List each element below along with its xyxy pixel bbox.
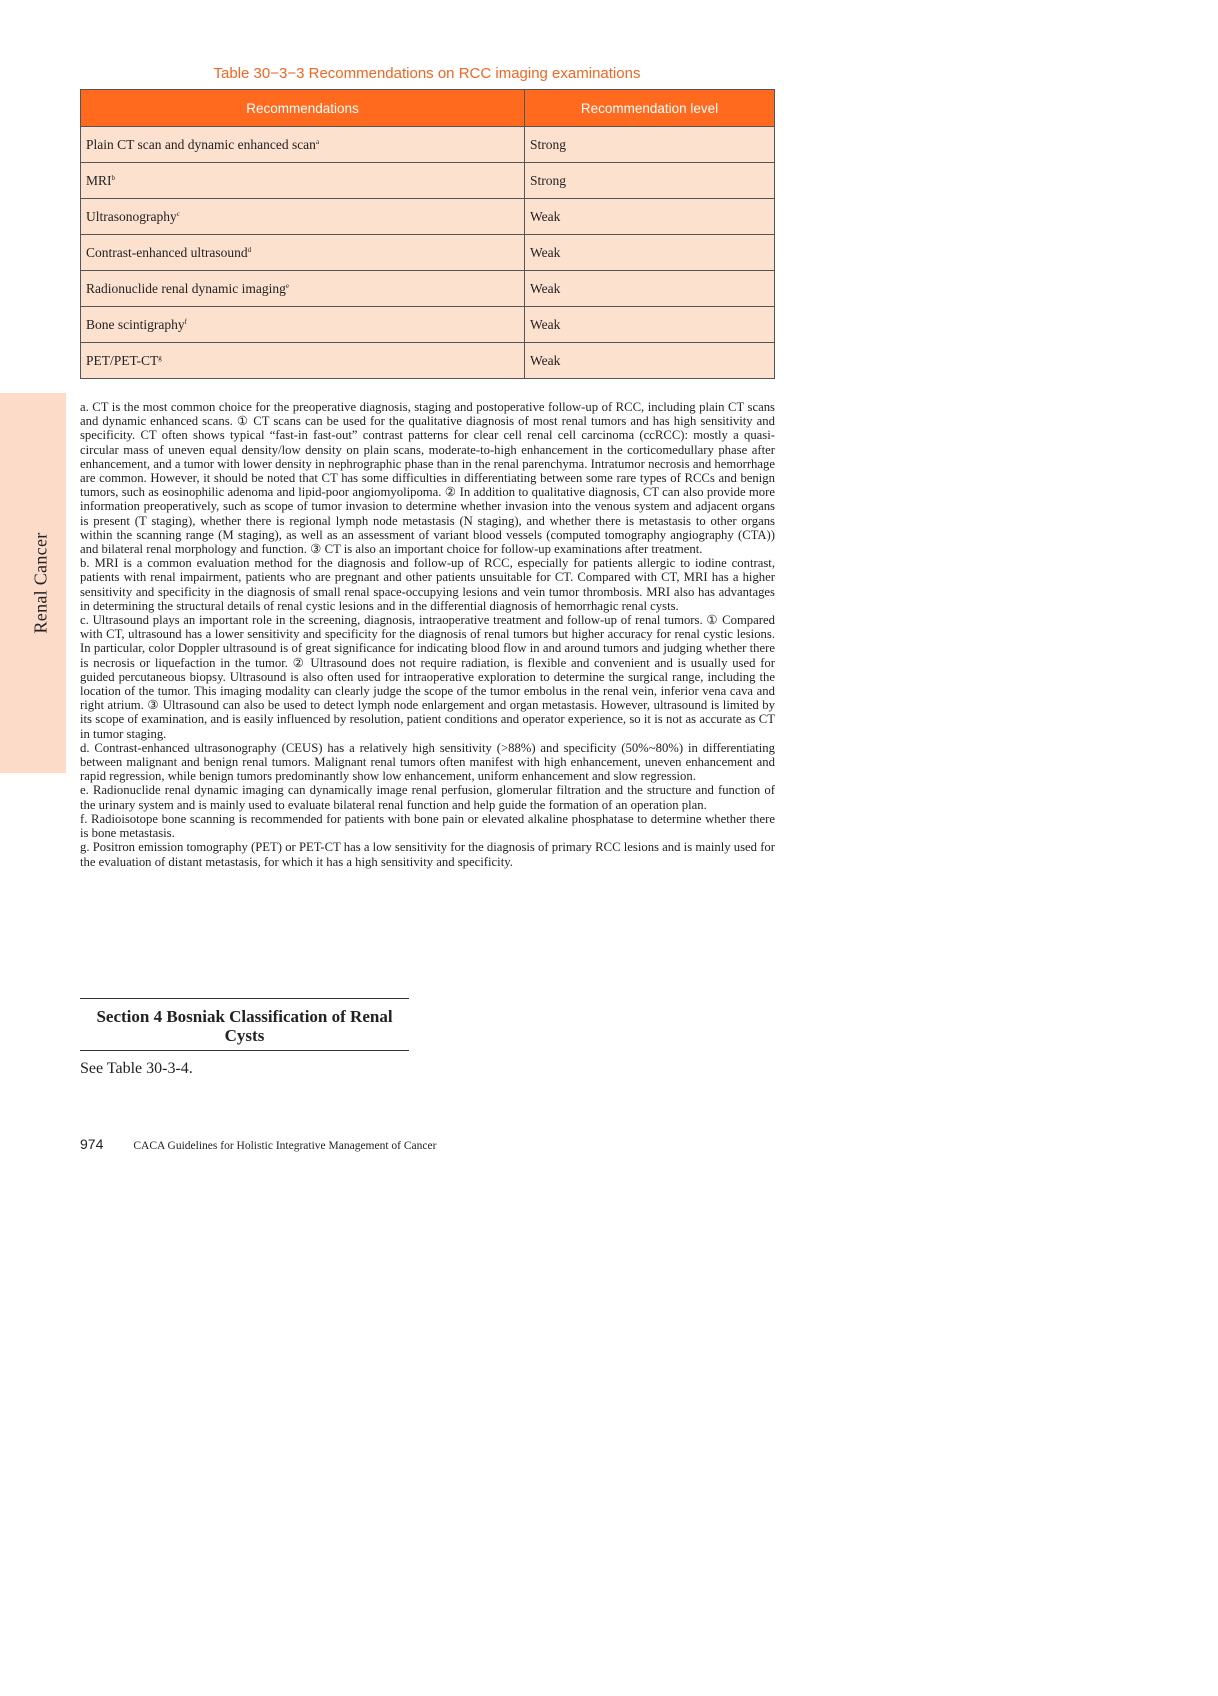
table-row	[81, 235, 775, 271]
side-chapter-label: Renal Cancer	[30, 532, 51, 634]
section-body-text: See Table 30-3-4.	[80, 1060, 193, 1077]
level-cell: Weak	[525, 271, 775, 307]
table-row	[81, 343, 775, 379]
table-row	[81, 271, 775, 307]
table-footnotes	[80, 400, 775, 869]
section-heading: Section 4 Bosniak Classification of Renal Cysts	[80, 998, 409, 1051]
recommendation-cell: Bone scintigraphy$^f$	[81, 307, 525, 343]
recommendation-cell: Plain CT scan and dynamic enhanced scan$^a$	[81, 127, 525, 163]
table-row	[81, 199, 775, 235]
level-cell: Weak	[525, 307, 775, 343]
recommendation-cell: Ultrasonography$^c$	[81, 199, 525, 235]
page-footer	[80, 1136, 436, 1152]
recommendation-cell: MRI$^b$	[81, 163, 525, 199]
page-number: 974	[80, 1136, 104, 1152]
footnote-a: a. CT is the most common choice for the preoperative diagnosis, staging and postoperative follow-up of RCC, including plain CT scans and dynamic enhanced scans. ① CT scans can be used for the qualitative diagnosis of most renal tumors and has high sensitivity and specificity. CT often shows typical “fast-in fast-out” contrast patterns for clear cell renal cell carcinoma (ccRCC): mostly a quasi-circular mass of uneven equal density/low density on plain scans, moderate-to-high enhancement in the corticomedullary phase after enhancement, and a tumor with lower density in nephrographic phase than in the renal parenchyma. Intratumor necrosis and hemorrhage are common. However, it should be noted that CT has some difficulties in differentiating between some rare types of RCCs and benign tumors, such as eosinophilic adenoma and lipid-poor angiomyolipoma. ② In addition to qualitative diagnosis, CT can also provide more information preoperatively, such as scope of tumor invasion to determine whether invasion into the venous system and adjacent organs is present (T staging), whether there is regional lymph node metastasis (N staging), and whether there is metastasis to other organs within the scanning range (M staging), as well as an assessment of variant blood vessels (computed tomography angiography (CTA)) and bilateral renal morphology and function. ③ CT is also an important choice for follow-up examinations after treatment.	[80, 400, 775, 557]
level-cell: Weak	[525, 199, 775, 235]
table-title: Table 30−3−3 Recommendations on RCC imaging examinations	[213, 65, 641, 82]
level-cell: Weak	[525, 343, 775, 379]
recommendations-table	[80, 89, 775, 379]
table-header-row	[81, 90, 775, 127]
book-title: CACA Guidelines for Holistic Integrative Management of Cancer	[133, 1140, 437, 1152]
level-cell: Weak	[525, 235, 775, 271]
table-row	[81, 127, 775, 163]
recommendation-cell: Contrast-enhanced ultrasound$^d$	[81, 235, 525, 271]
recommendation-cell: PET/$PET-CT^g$	[81, 343, 525, 379]
footnote-e: e. Radionuclide renal dynamic imaging can dynamically image renal perfusion, glomerular filtration and the structure and function of the urinary system and is mainly used to evaluate bilateral renal function and help guide the formation of an operation plan.	[80, 783, 775, 812]
recommendation-cell: Radionuclide renal dynamic imaging$^e$	[81, 271, 525, 307]
level-cell: Strong	[525, 127, 775, 163]
footnote-g: g. Positron emission tomography (PET) or PET-CT has a low sensitivity for the diagnosis of primary RCC lesions and is mainly used for the evaluation of distant metastasis, for which it has a high sensitivity and specificity.	[80, 840, 775, 869]
footnote-f: f. Radioisotope bone scanning is recommended for patients with bone pain or elevated alkaline phosphatase to determine whether there is bone metastasis.	[80, 811, 775, 841]
level-cell: Strong	[525, 163, 775, 199]
header-recommendation-level: Recommendation level	[525, 90, 775, 127]
footnote-d: d. Contrast-enhanced ultrasonography (CEUS) has a relatively high sensitivity (>88%) and specificity (50%~80%) in differentiating between malignant and benign renal tumors. Malignant renal tumors often manifest with high enhancement, uneven enhancement and rapid regression, while benign tumors predominantly show low enhancement, uniform enhancement and slow regression.	[80, 740, 775, 784]
footnote-b: b. MRI is a common evaluation method for the diagnosis and follow-up of RCC, especially for patients allergic to iodine contrast, patients with renal impairment, patients who are pregnant and other patients unsuitable for CT. Compared with CT, MRI has a higher sensitivity and specificity in the diagnosis of small renal space-occupying lesions and vein tumor thrombosis. MRI also has advantages in determining the structural details of renal cystic lesions and in the differential diagnosis of hemorrhagic renal cysts.	[80, 556, 775, 613]
footnote-c: c. Ultrasound plays an important role in the screening, diagnosis, intraoperative treatment and follow-up of renal tumors. ① Compared with CT, ultrasound has a lower sensitivity and specificity for the diagnosis of renal tumors but higher accuracy for renal cystic lesions. In particular, color Doppler ultrasound is of great significance for indicating blood flow in and around tumors and judging whether there is necrosis or liquefaction in the tumor. ② Ultrasound does not require radiation, is flexible and convenient and is usually used for guided percutaneous biopsy. Ultrasound is also often used for intraoperative exploration to determine the surgical range, including the location of the tumor. This imaging modality can clearly judge the scope of the tumor embolus in the renal vein, inferior vena cava and right atrium. ③ Ultrasound can also be used to detect lymph node enlargement and organ metastasis. However, ultrasound is limited by its scope of examination, and is easily influenced by resolution, patient conditions and operator experience, so it is not as accurate as CT in tumor staging.	[80, 613, 775, 741]
table-row	[81, 163, 775, 199]
table-row	[81, 307, 775, 343]
header-recommendations: Recommendations	[81, 90, 525, 127]
